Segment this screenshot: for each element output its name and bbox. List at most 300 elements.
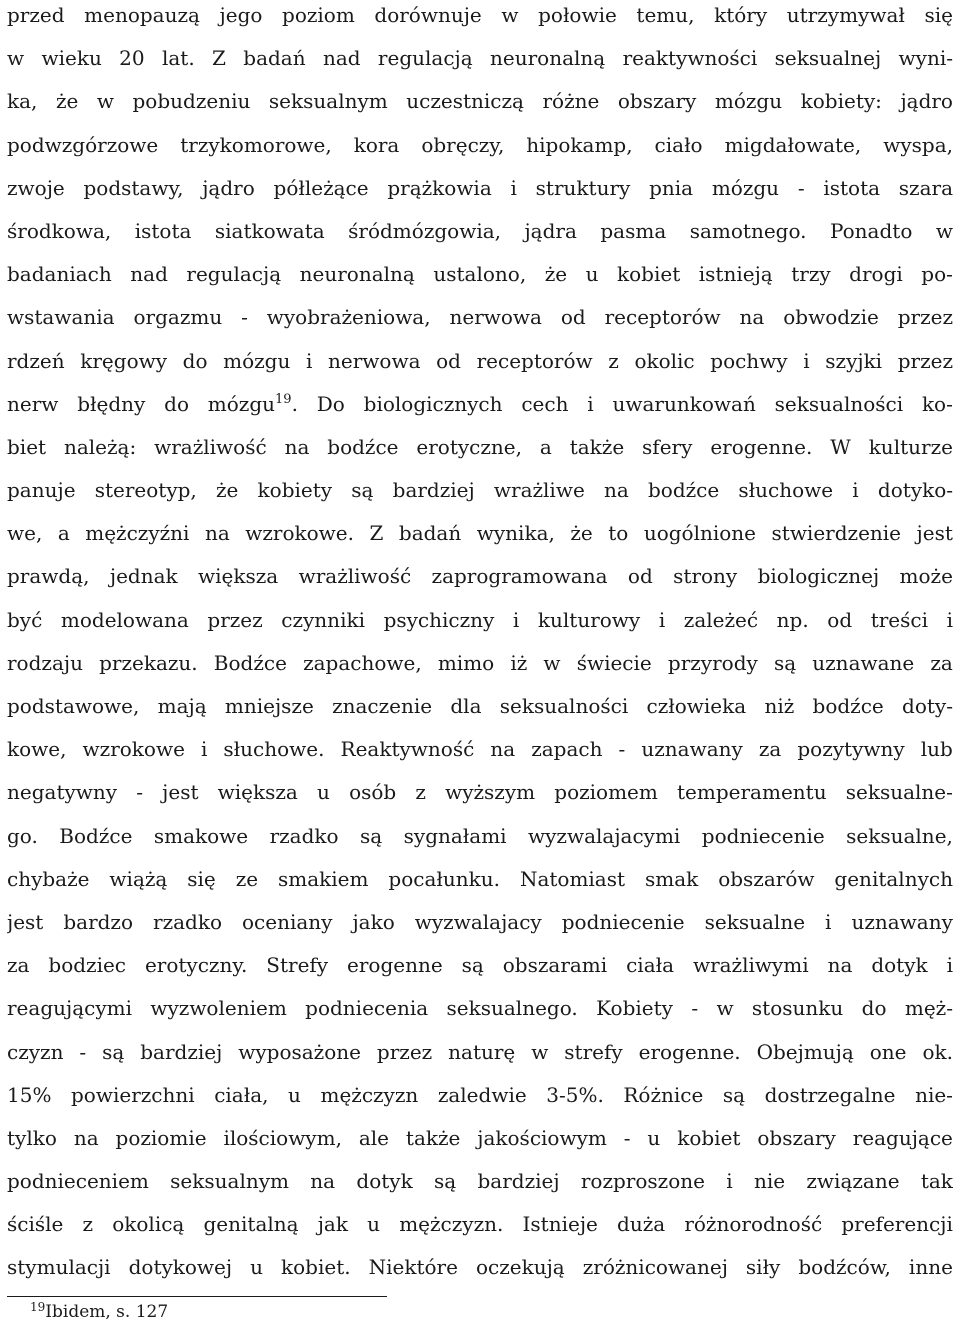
word: doty- — [902, 694, 953, 718]
word: Obejmują — [756, 1039, 854, 1064]
word: 20 — [119, 46, 145, 71]
word: trzykomorowe, — [180, 132, 332, 157]
word: rdzeń — [7, 348, 65, 373]
word: to — [608, 521, 629, 546]
word: czyzn — [7, 1039, 64, 1064]
word: połowie — [538, 3, 617, 27]
word: psychiczny — [383, 607, 495, 632]
word: receptorów — [476, 348, 593, 373]
word: Niektóre — [368, 1255, 458, 1280]
word: osób — [349, 780, 397, 805]
word: i — [852, 478, 859, 503]
word: uznawane — [812, 650, 915, 675]
word: lat. — [161, 46, 195, 71]
word: związane — [806, 1169, 900, 1194]
text-line — [7, 815, 953, 858]
word: we, — [7, 521, 43, 546]
word: od — [436, 348, 461, 373]
word: okolicą — [112, 1212, 185, 1237]
footnote — [30, 1301, 168, 1323]
word: mózgu$^{19}$. — [207, 391, 298, 416]
word: seksualnego. — [446, 996, 578, 1021]
word: zaprogramowana — [431, 564, 608, 589]
word: trzy — [791, 262, 831, 287]
word: zaledwie — [437, 1082, 527, 1107]
word: mężczyzn — [320, 1082, 419, 1107]
word: i — [946, 953, 953, 978]
word: seksualności — [499, 694, 629, 718]
word: wyni- — [898, 46, 953, 71]
word: strony — [673, 564, 738, 589]
word: ustalono, — [433, 262, 527, 287]
word: na — [490, 737, 516, 762]
word: kobiet. — [281, 1255, 351, 1280]
word: i — [825, 909, 832, 934]
word: na — [739, 305, 765, 330]
word: jako — [352, 909, 395, 934]
word: przez — [376, 1039, 433, 1064]
word: u — [317, 780, 330, 805]
word: oczekują — [475, 1255, 565, 1280]
word: Bodźce — [213, 650, 287, 675]
word: ka, — [7, 89, 38, 114]
word: - — [623, 1125, 631, 1150]
word: obszarów — [718, 866, 815, 891]
word: ciała, — [214, 1082, 269, 1107]
word: za — [758, 737, 782, 762]
word: hipokamp, — [526, 132, 633, 157]
word: i — [726, 1169, 733, 1194]
word: szara — [898, 175, 953, 200]
word: Kobiety — [596, 996, 673, 1021]
word: - — [618, 737, 626, 762]
word: kora — [353, 132, 400, 157]
word: i — [803, 348, 810, 373]
word: ale — [358, 1125, 389, 1150]
text-line — [7, 383, 953, 426]
word: prążkowia — [387, 175, 492, 200]
word: półleżące — [273, 175, 369, 200]
word: szyjki — [825, 348, 883, 373]
word: one — [869, 1039, 907, 1064]
word: uogólnione — [643, 521, 757, 546]
word: do — [861, 996, 887, 1021]
word: uczestniczą — [406, 89, 524, 114]
word: lub — [920, 737, 953, 762]
word: inne — [908, 1255, 953, 1280]
word: i — [200, 737, 208, 762]
text-line — [7, 512, 953, 555]
word: genitalnych — [834, 866, 953, 891]
word: podniecenie — [561, 909, 685, 934]
word: sygnałami — [403, 823, 507, 848]
word: jądro — [900, 89, 953, 114]
word: receptorów — [604, 305, 721, 330]
word: że — [544, 262, 568, 287]
word: kobiety: — [800, 89, 882, 114]
word: neuronalną — [299, 262, 415, 287]
word: 3-5%. — [546, 1082, 604, 1107]
word: zapach — [531, 737, 603, 762]
word: prawdą, — [7, 564, 90, 589]
word: stymulacji — [7, 1255, 111, 1280]
word: przed — [7, 3, 65, 27]
word: środkowa, — [7, 218, 112, 243]
word: mózgu — [711, 175, 780, 200]
word: należą: — [63, 434, 137, 459]
word: różne — [542, 89, 600, 114]
word: ok. — [922, 1039, 953, 1064]
word: erogenne. — [710, 434, 813, 459]
word: pnia — [649, 175, 694, 200]
word: wieku — [41, 46, 102, 71]
text-line — [7, 426, 953, 469]
word: reagującymi — [7, 996, 132, 1021]
word: są — [360, 823, 383, 848]
word: od — [560, 305, 586, 330]
word: go. — [7, 823, 38, 848]
word: i — [587, 391, 594, 416]
word: mózgu — [223, 348, 291, 373]
word: smak — [644, 866, 699, 891]
word: w — [501, 3, 519, 27]
word: oceniany — [242, 909, 333, 934]
word: słuchowe — [738, 478, 834, 503]
word: - — [136, 780, 143, 805]
word: nerw — [7, 391, 59, 416]
word: zwoje — [7, 175, 65, 200]
word: drogi — [849, 262, 903, 287]
text-line — [7, 469, 953, 512]
word: seksualnym — [268, 89, 388, 114]
text-line — [7, 340, 953, 383]
word: poziomie — [115, 1125, 207, 1150]
word: temu, — [636, 3, 695, 27]
word: W — [830, 434, 851, 459]
word: jest — [7, 909, 44, 934]
word: śródmózgowia, — [348, 218, 501, 243]
word: nerwowa — [328, 348, 421, 373]
word: na — [204, 521, 230, 546]
word: pochwy — [710, 348, 788, 373]
word: regulacją — [186, 262, 282, 287]
word: obszarami — [502, 953, 608, 978]
word: iż — [510, 650, 528, 675]
word: w — [543, 650, 561, 675]
word: czynniki — [281, 607, 365, 632]
word: seksualne — [704, 909, 806, 934]
word: erotyczny. — [144, 953, 248, 978]
word: wstawania — [7, 305, 115, 330]
word: a — [539, 434, 552, 459]
word: dotykowej — [128, 1255, 233, 1280]
word: duża — [617, 1212, 666, 1237]
text-line — [7, 37, 953, 80]
word: bodziec — [48, 953, 127, 978]
text-line — [7, 599, 953, 642]
word: chybaże — [7, 866, 90, 891]
word: biet — [7, 434, 47, 459]
word: obwodzie — [783, 305, 879, 330]
word: się — [924, 3, 953, 27]
word: kobiet — [617, 262, 681, 287]
word: wrażliwość — [298, 564, 412, 589]
word: ze — [235, 866, 259, 891]
word: stwierdzenie — [771, 521, 902, 546]
word: są — [434, 1169, 457, 1194]
word: Z — [369, 521, 384, 546]
word: stosunku — [751, 996, 844, 1021]
word: na — [310, 1169, 336, 1194]
word: słuchowe. — [223, 737, 325, 762]
word: obszary — [617, 89, 697, 114]
word: i — [658, 607, 666, 632]
word: są — [773, 650, 797, 675]
word: jądra — [524, 218, 577, 243]
word: nad — [322, 46, 361, 71]
word: kobiety — [257, 478, 333, 503]
text-line — [7, 124, 953, 167]
word: na — [827, 953, 853, 978]
word: w — [531, 1039, 549, 1064]
word: bodźce — [647, 478, 720, 503]
text-line — [7, 642, 953, 685]
word: np. — [776, 607, 809, 632]
word: tylko — [7, 1125, 57, 1150]
word: utrzymywał — [786, 3, 905, 27]
word: menopauzą — [84, 3, 200, 27]
word: jest — [916, 521, 953, 546]
word: i — [305, 348, 313, 373]
word: podnieceniem — [7, 1169, 149, 1194]
word: z — [82, 1212, 94, 1237]
word: wrażliwymi — [692, 953, 809, 978]
word: seksualności — [774, 391, 904, 416]
word: są — [351, 478, 374, 503]
word: i — [946, 607, 953, 632]
word: nerwowa — [449, 305, 542, 330]
word: stereotyp, — [94, 478, 197, 503]
word: rzadko — [153, 909, 222, 934]
word: uznawany — [851, 909, 953, 934]
word: w — [96, 89, 114, 114]
word: poziom — [282, 3, 355, 27]
text-line — [7, 253, 953, 296]
word: wzrokowe. — [245, 521, 354, 546]
word: wyspa, — [883, 132, 953, 157]
word: mniejsze — [224, 694, 314, 718]
word: od — [827, 607, 853, 632]
word: jest — [162, 780, 199, 805]
word: seksualnej — [774, 46, 882, 71]
word: naturę — [448, 1039, 516, 1064]
word: w — [7, 46, 25, 71]
text-line — [7, 987, 953, 1030]
word: u — [585, 262, 599, 287]
word: mężczyzn. — [399, 1212, 504, 1237]
word: większa — [198, 564, 279, 589]
text-line — [7, 80, 953, 123]
word: ilościowym, — [223, 1125, 342, 1150]
word: neuronalną — [490, 46, 606, 71]
footnote-reference: 19 — [275, 391, 292, 407]
word: modelowana — [60, 607, 189, 632]
footnote-marker: 19 — [30, 1300, 46, 1314]
word: bardziej — [392, 478, 475, 503]
word: ko- — [921, 391, 953, 416]
word: zróżnicowanej — [582, 1255, 728, 1280]
word: mają — [157, 694, 207, 718]
word: - — [241, 305, 248, 330]
word: uznawany — [641, 737, 743, 762]
word: jądro — [202, 175, 255, 200]
footnote-text: Ibidem, s. 127 — [45, 1302, 169, 1322]
word: orgazmu — [133, 305, 223, 330]
word: u — [288, 1082, 301, 1107]
text-line — [7, 555, 953, 598]
word: także — [405, 1125, 461, 1150]
word: reaktywności — [622, 46, 758, 71]
word: na — [603, 478, 629, 503]
word: po- — [921, 262, 953, 287]
text-line — [7, 858, 953, 901]
word: nad — [130, 262, 168, 287]
word: kulturze — [868, 434, 953, 459]
word: kręgowy — [80, 348, 168, 373]
text-line — [7, 167, 953, 210]
text-line — [7, 1246, 953, 1289]
word: bodźców, — [798, 1255, 891, 1280]
word: struktury — [535, 175, 631, 200]
word: siły — [745, 1255, 781, 1280]
word: powierzchni — [71, 1082, 195, 1107]
word: jednak — [109, 564, 178, 589]
word: uwarunkowań — [612, 391, 756, 416]
word: panuje — [7, 478, 76, 503]
word: podwzgórzowe — [7, 132, 159, 157]
word: wyzwalajacy — [414, 909, 542, 934]
word: Strefy — [266, 953, 329, 978]
word: erotyczne, — [416, 434, 522, 459]
word: wyzwoleniem — [150, 996, 287, 1021]
word: przekazu. — [99, 650, 198, 675]
word: u — [647, 1125, 661, 1150]
text-line — [7, 1203, 953, 1246]
word: błędny — [77, 391, 146, 416]
word: a — [57, 521, 70, 546]
word: zapachowe, — [303, 650, 422, 675]
word: istnieją — [698, 262, 773, 287]
word: także — [569, 434, 625, 459]
word: kowe, — [7, 737, 67, 762]
word: badań — [398, 521, 462, 546]
word: od — [627, 564, 653, 589]
word: wyobrażeniowa, — [266, 305, 431, 330]
word: do — [182, 348, 208, 373]
word: że — [570, 521, 593, 546]
word: wiążą — [109, 866, 168, 891]
word: wzrokowe — [82, 737, 185, 762]
word: wrażliwość — [154, 434, 267, 459]
word: sfery — [642, 434, 693, 459]
word: dotyk — [871, 953, 928, 978]
word: za — [930, 650, 953, 675]
word: jego — [219, 3, 263, 27]
word: i — [512, 607, 520, 632]
word: są — [722, 1082, 746, 1107]
word: treści — [870, 607, 928, 632]
word: na — [284, 434, 310, 459]
word: są — [102, 1039, 125, 1064]
word: wyposażone — [238, 1039, 361, 1064]
word: siatkowata — [214, 218, 325, 243]
word: migdałowate, — [724, 132, 862, 157]
word: i — [510, 175, 517, 200]
word: cech — [521, 391, 569, 416]
word: genitalną — [203, 1212, 299, 1237]
word: na — [73, 1125, 99, 1150]
word: w — [716, 996, 734, 1021]
word: seksualne- — [845, 780, 953, 805]
word: reagujące — [852, 1125, 953, 1150]
word: dotyk — [356, 1169, 413, 1194]
word: nie — [753, 1169, 786, 1194]
word: seksualne, — [846, 823, 953, 848]
word: przyrody — [667, 650, 758, 675]
word: Reaktywność — [340, 737, 475, 762]
word: - — [797, 175, 805, 200]
word: dotyko- — [877, 478, 953, 503]
word: mężczyźni — [85, 521, 190, 546]
word: świecie — [576, 650, 652, 675]
word: podniecenia — [305, 996, 429, 1021]
word: u — [367, 1212, 381, 1237]
word: regulacją — [377, 46, 473, 71]
word: bodźce — [327, 434, 399, 459]
word: pobudzeniu — [132, 89, 251, 114]
word: biologicznej — [757, 564, 880, 589]
text-line — [7, 944, 953, 987]
word: badań — [243, 46, 306, 71]
word: może — [899, 564, 953, 589]
word: istota — [134, 218, 192, 243]
text-line — [7, 901, 953, 944]
word: obręczy, — [421, 132, 505, 157]
word: jakościowym — [477, 1125, 607, 1150]
word: Z — [212, 46, 226, 71]
word: - — [691, 996, 699, 1021]
word: kulturowy — [537, 607, 641, 632]
text-line — [7, 685, 953, 728]
text-line — [7, 0, 953, 37]
word: Ponadto — [829, 218, 913, 243]
word: różnorodność — [684, 1212, 823, 1237]
word: przez — [207, 607, 263, 632]
word: obszary — [757, 1125, 836, 1150]
word: rzadko — [269, 823, 339, 848]
word: smakowe — [153, 823, 249, 848]
word: bardziej — [477, 1169, 560, 1194]
word: dla — [450, 694, 482, 718]
text-line — [7, 1031, 953, 1074]
word: wyższym — [445, 780, 536, 805]
word: poziomem — [554, 780, 658, 805]
text-line — [7, 1117, 953, 1160]
word: rodzaju — [7, 650, 83, 675]
word: ściśle — [7, 1212, 64, 1237]
word: mózgu — [714, 89, 783, 114]
word: dostrzegalne — [764, 1082, 896, 1107]
